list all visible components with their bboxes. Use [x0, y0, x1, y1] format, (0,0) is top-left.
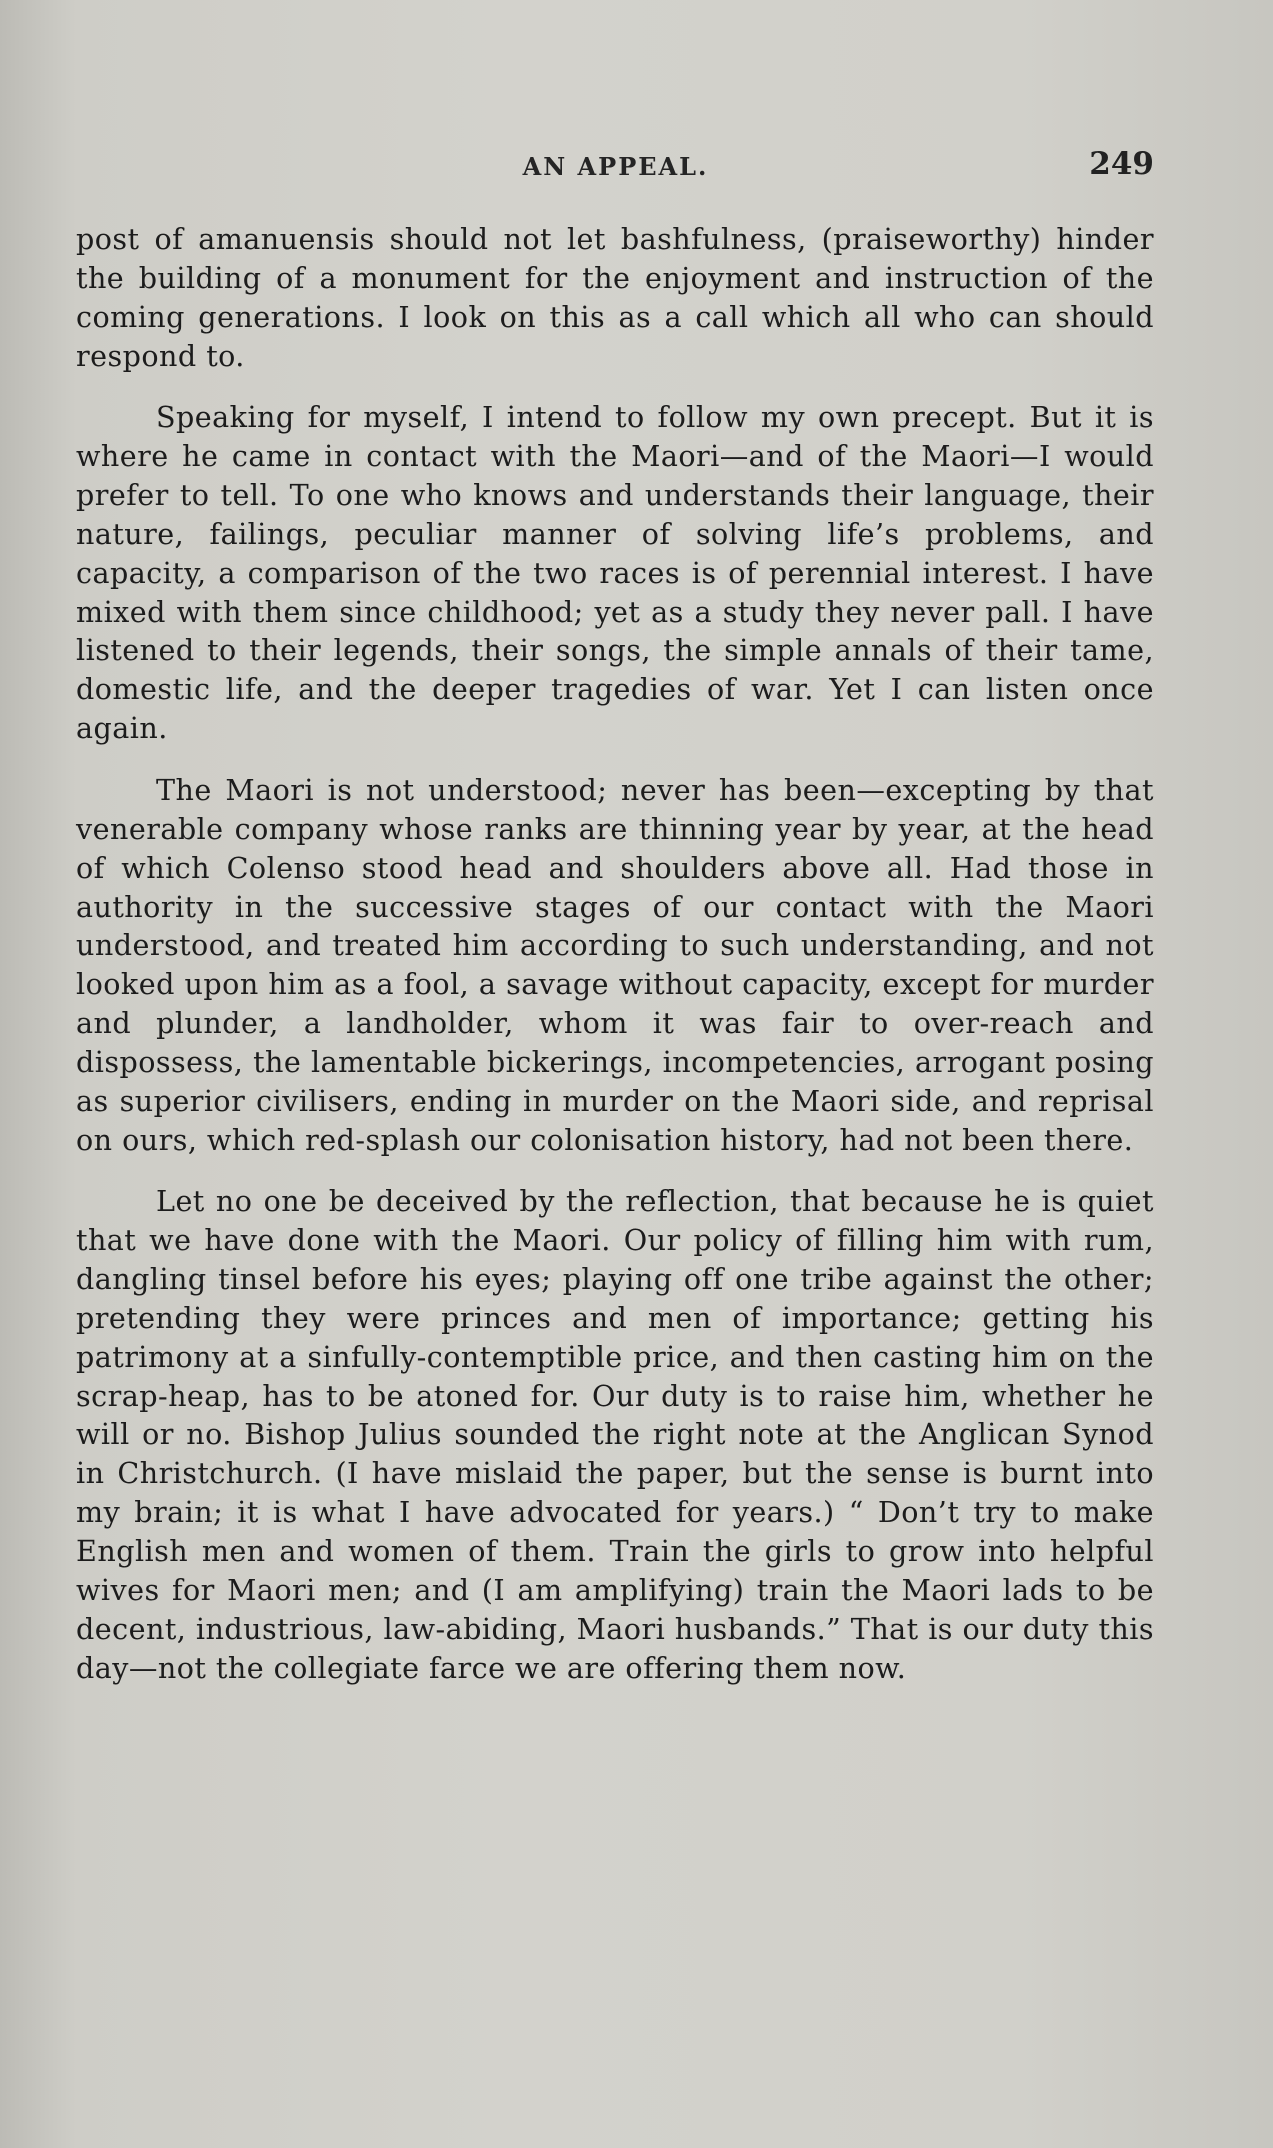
page-header [77, 146, 1154, 186]
paragraph-4: Let no one be deceived by the reflection, that because he is quiet that we have done with the Maori. Our policy of filling him with rum, dangling tinsel before his eyes; playing off one tribe against the other; pretending they were princes and men of importance; getting his patrimony at a sinfully-contemptible price, and then casting him on the scrap-heap, has to be atoned for. Our duty is to raise him, whether he will or no. Bishop Julius sounded the right note at the Anglican Synod in Christchurch. (I have mislaid the paper, but the sense is burnt into my brain; it is what I have advocated for years.) “ Don’t try to make English men and women of them. Train the girls to grow into helpful wives for Maori men; and (I am amplifying) train the Maori lads to be decent, industrious, law-abiding, Maori husbands.” That is our duty this day—not the collegiate farce we are offering them now. [76, 1184, 1154, 1685]
body-text [76, 220, 1154, 1687]
paragraph-2: Speaking for myself, I intend to follow my own precept. But it is where he came in contact with the Maori—and of the Maori—I would prefer to tell. To one who knows and understands their language, their nature, failings, peculiar manner of solving life’s problems, and capacity, a comparison of the two races is of perennial interest. I have mixed with them since childhood; yet as a study they never pall. I have listened to their legends, their songs, the simple annals of their tame, domestic life, and the deeper tragedies of war. Yet I can listen once again. [76, 400, 1154, 746]
running-head: AN APPEAL. [522, 152, 709, 181]
page-number: 249 [1089, 146, 1154, 182]
paragraph-3: The Maori is not understood; never has been—excepting by that venerable company whose ranks are thinning year by year, at the head of which Colenso stood head and shoulders above all. Had those in authority in the successive stages of our contact with the Maori understood, and treated him according to such understanding, and not looked upon him as a fool, a savage without capacity, except for murder and plunder, a landholder, whom it was fair to over-reach and dispossess, the lamentable bickerings, incompetencies, arrogant posing as superior civilisers, ending in murder on the Maori side, and reprisal on ours, which red-splash our colonisation history, had not been there. [76, 772, 1154, 1157]
paragraph-1: post of amanuensis should not let bashfulness, (praiseworthy) hinder the building of a monument for the enjoyment and instruction of the coming generations. I look on this as a call which all who can should respond to. [76, 222, 1154, 373]
